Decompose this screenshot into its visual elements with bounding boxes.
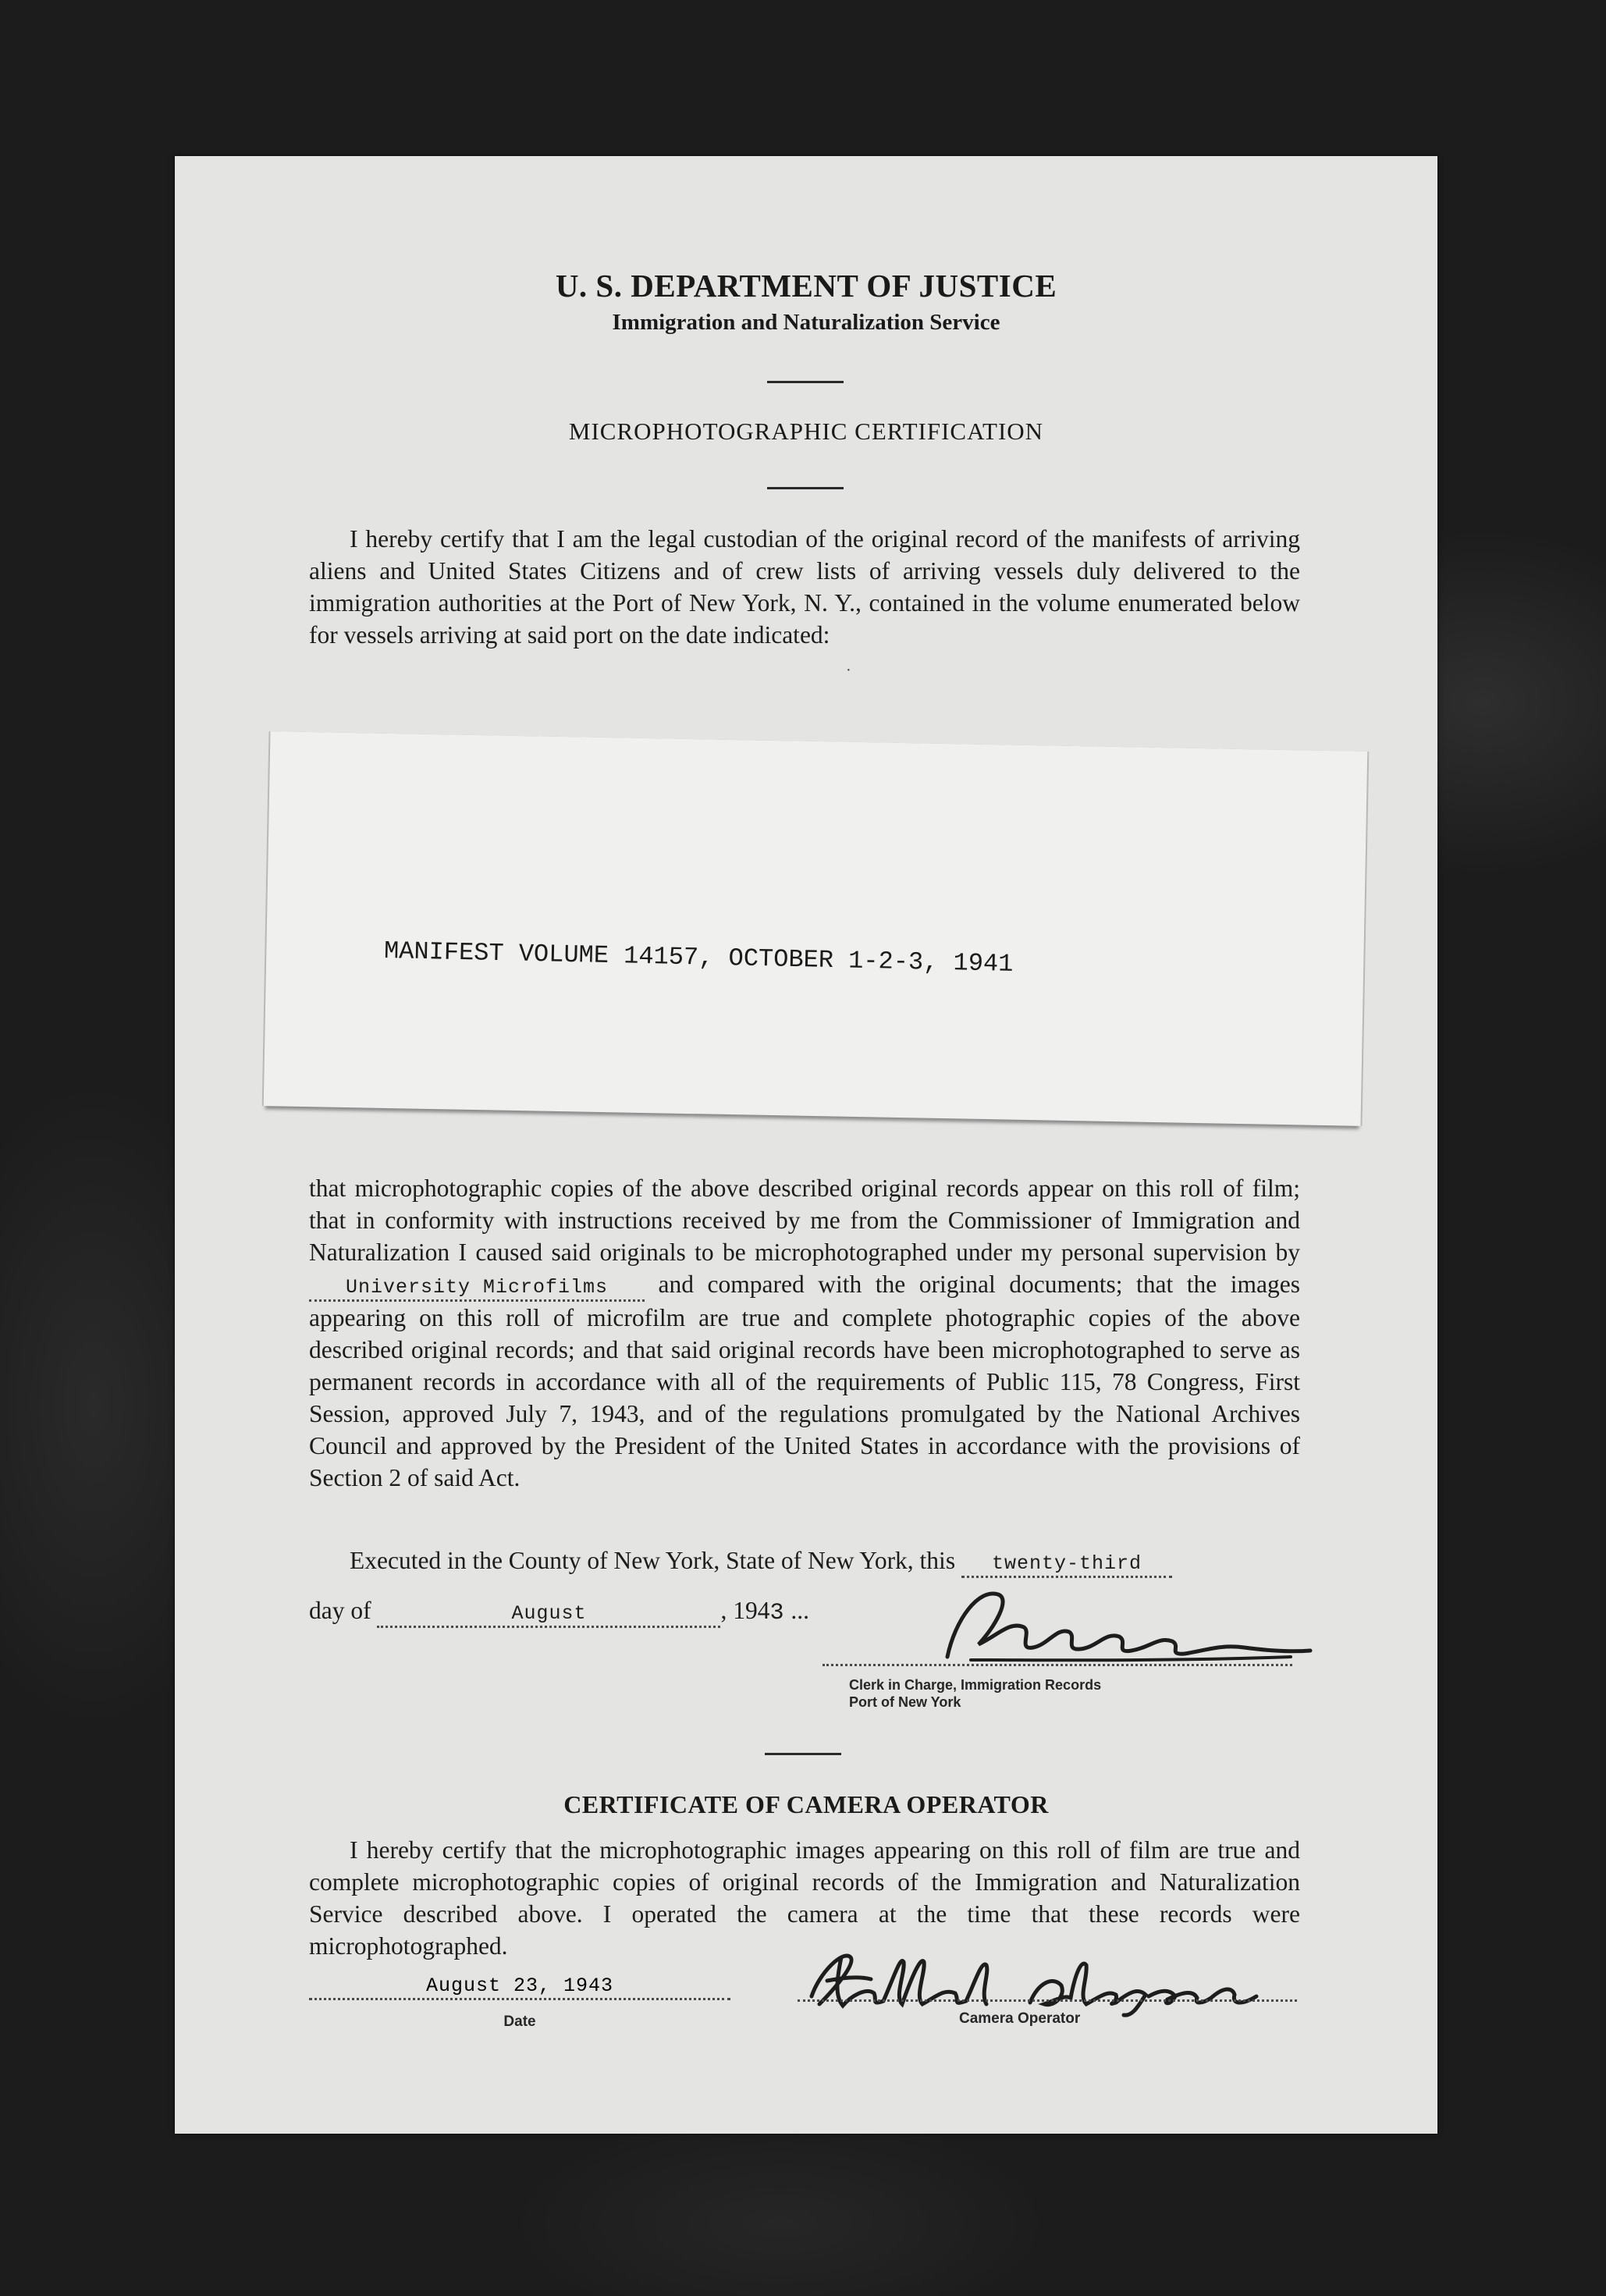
camera-operator-signature-line <box>798 1999 1297 2002</box>
camera-date-fill: August 23, 1943 <box>309 1974 730 2000</box>
divider-rule <box>767 381 844 383</box>
clerk-signature-line <box>823 1664 1292 1666</box>
date-block <box>309 1974 730 2030</box>
execution-day-fill: twenty-third <box>961 1552 1172 1578</box>
camera-certificate-paragraph: I hereby certify that the microphotographic images appearing on this roll of film are true and complete microphotographic copies of original records of the Immigration and Naturalization Service described above. I operated the camera at the time that these records were microphotographed. <box>309 1836 1300 1960</box>
divider-rule <box>767 487 844 489</box>
divider-rule <box>765 1753 841 1755</box>
intro-paragraph: I hereby certify that I am the legal custodian of the original record of the manifests of arriving aliens and United States Citizens and of crew lists of arriving vessels duly delivered to the immigration authorities at the Port of New York, N. Y., contained in the volume enumerated below for vessels arriving at said port on the date indicated: <box>309 525 1300 649</box>
year-prefix: , 194 <box>720 1597 770 1624</box>
manifest-volume-label: MANIFEST VOLUME 14157, OCTOBER 1-2-3, 1941 <box>383 937 1014 979</box>
clerk-signature-mark <box>924 1573 1314 1674</box>
execution-prefix: Executed in the County of New York, State of New York, this <box>350 1547 956 1574</box>
service-subheading: Immigration and Naturalization Service <box>612 310 1000 335</box>
department-heading: U. S. DEPARTMENT OF JUSTICE <box>555 268 1057 304</box>
clerk-caption <box>849 1676 1101 1711</box>
manifest-inset-card <box>264 731 1368 1126</box>
certificate-sheet <box>175 156 1437 2134</box>
date-caption: Date <box>503 2013 536 2030</box>
year-digit: 3 <box>769 1600 785 1626</box>
camera-operator-caption: Camera Operator <box>959 2010 1081 2027</box>
clerk-title-line2: Port of New York <box>849 1694 961 1710</box>
clerk-title-line1: Clerk in Charge, Immigration Records <box>849 1677 1102 1693</box>
company-fill: University Microfilms <box>309 1276 645 1302</box>
camera-operator-signature-mark <box>796 1942 1303 2020</box>
body-text-before: that microphotographic copies of the above described original records appear on this roll of film; that in conformity with instructions received by me from the Commissioner of Immigration and Naturalization I caused said originals to be microphotographed under my personal supervision by <box>309 1175 1300 1266</box>
certification-body <box>309 1172 1300 1494</box>
month-fill: August <box>377 1602 720 1628</box>
certification-title: MICROPHOTOGRAPHIC CERTIFICATION <box>568 418 1044 445</box>
day-of-prefix: day of <box>309 1597 371 1624</box>
camera-certificate-title: CERTIFICATE OF CAMERA OPERATOR <box>563 1790 1049 1818</box>
day-of-line: day of August , 1943 ... <box>309 1597 809 1626</box>
body-text-after: and compared with the original documents; that the images appearing on this roll of microfilm are true and complete photographic copies of the above described original records; and that said original records have been microphotographed to serve as permanent records in accordance with all of the requirements of Public 115, 78 Congress, First Session, approved July 7, 1943, and of the regulations promulgated by the National Archives Council and approved by the President of the United States in accordance with the provisions of Section 2 of said Act. <box>309 1271 1301 1491</box>
ink-speck: · <box>846 662 851 679</box>
